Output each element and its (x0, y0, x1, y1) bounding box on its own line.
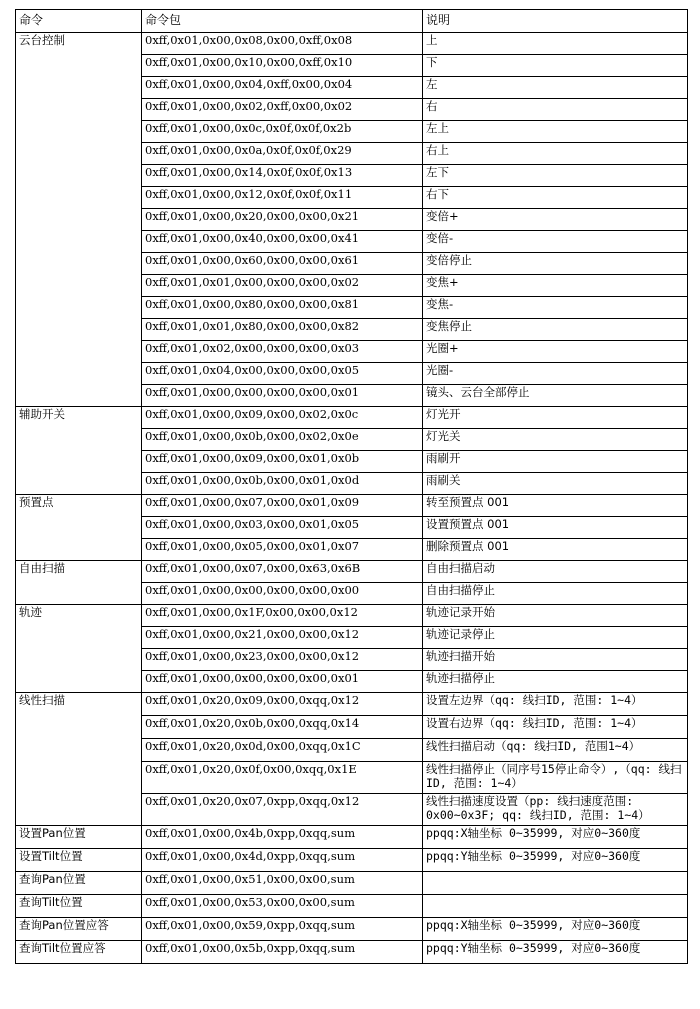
group-name: 预置点 (16, 495, 142, 561)
table-row (16, 495, 688, 517)
packet-cell: 0xff,0x01,0x20,0x0d,0x00,0xqq,0x1C (142, 739, 423, 762)
packet-cell: 0xff,0x01,0x00,0x4b,0xpp,0xqq,sum (142, 826, 423, 849)
packet-cell: 0xff,0x01,0x00,0x4d,0xpp,0xqq,sum (142, 849, 423, 872)
description-cell: 变倍停止 (423, 253, 688, 275)
description-cell: 上 (423, 33, 688, 55)
group-name: 轨迹 (16, 605, 142, 693)
table-row (16, 918, 688, 941)
description-cell: 设置左边界（qq: 线扫ID, 范围: 1~4） (423, 693, 688, 716)
command-name: 查询Pan位置应答 (16, 918, 142, 941)
packet-cell: 0xff,0x01,0x20,0x09,0x00,0xqq,0x12 (142, 693, 423, 716)
description-cell: 自由扫描启动 (423, 561, 688, 583)
packet-cell: 0xff,0x01,0x02,0x00,0x00,0x00,0x03 (142, 341, 423, 363)
packet-cell: 0xff,0x01,0x00,0x12,0x0f,0x0f,0x11 (142, 187, 423, 209)
packet-cell: 0xff,0x01,0x01,0x00,0x00,0x00,0x02 (142, 275, 423, 297)
table-row (16, 895, 688, 918)
packet-cell: 0xff,0x01,0x00,0x0b,0x00,0x02,0x0e (142, 429, 423, 451)
packet-cell: 0xff,0x01,0x00,0x0b,0x00,0x01,0x0d (142, 473, 423, 495)
description-cell: 左下 (423, 165, 688, 187)
description-cell: ppqq:X轴坐标 0~35999, 对应0~360度 (423, 918, 688, 941)
description-cell: 轨迹扫描开始 (423, 649, 688, 671)
table-row (16, 605, 688, 627)
table-row (16, 407, 688, 429)
table-row (16, 849, 688, 872)
packet-cell: 0xff,0x01,0x00,0x0c,0x0f,0x0f,0x2b (142, 121, 423, 143)
packet-cell: 0xff,0x01,0x00,0x53,0x00,0x00,sum (142, 895, 423, 918)
packet-cell: 0xff,0x01,0x00,0x09,0x00,0x02,0x0c (142, 407, 423, 429)
description-cell: 设置预置点 001 (423, 517, 688, 539)
packet-cell: 0xff,0x01,0x00,0x14,0x0f,0x0f,0x13 (142, 165, 423, 187)
description-cell: 下 (423, 55, 688, 77)
description-cell: ppqq:Y轴坐标 0~35999, 对应0~360度 (423, 941, 688, 964)
description-cell: 左上 (423, 121, 688, 143)
description-cell: 右 (423, 99, 688, 121)
packet-cell: 0xff,0x01,0x00,0x09,0x00,0x01,0x0b (142, 451, 423, 473)
description-cell: 线性扫描速度设置（pp: 线扫速度范围: 0x00~0x3F; qq: 线扫ID, 范围: 1~4） (423, 794, 688, 826)
packet-cell: 0xff,0x01,0x00,0x20,0x00,0x00,0x21 (142, 209, 423, 231)
packet-cell: 0xff,0x01,0x00,0x60,0x00,0x00,0x61 (142, 253, 423, 275)
description-cell: 自由扫描停止 (423, 583, 688, 605)
description-cell: 删除预置点 001 (423, 539, 688, 561)
header-packet: 命令包 (142, 10, 423, 33)
command-table (15, 9, 688, 964)
description-cell: 轨迹记录停止 (423, 627, 688, 649)
description-cell: ppqq:Y轴坐标 0~35999, 对应0~360度 (423, 849, 688, 872)
packet-cell: 0xff,0x01,0x00,0x00,0x00,0x00,0x00 (142, 583, 423, 605)
table-row (16, 561, 688, 583)
description-cell: 灯光关 (423, 429, 688, 451)
command-name: 查询Tilt位置应答 (16, 941, 142, 964)
packet-cell: 0xff,0x01,0x00,0x21,0x00,0x00,0x12 (142, 627, 423, 649)
description-cell: 灯光开 (423, 407, 688, 429)
header-description: 说明 (423, 10, 688, 33)
group-name: 自由扫描 (16, 561, 142, 605)
description-cell: 变倍- (423, 231, 688, 253)
description-cell: 轨迹记录开始 (423, 605, 688, 627)
command-name: 查询Tilt位置 (16, 895, 142, 918)
packet-cell: 0xff,0x01,0x04,0x00,0x00,0x00,0x05 (142, 363, 423, 385)
description-cell: 线性扫描停止（同序号15停止命令）,（qq: 线扫ID, 范围: 1~4） (423, 762, 688, 794)
packet-cell: 0xff,0x01,0x00,0x00,0x00,0x00,0x01 (142, 385, 423, 407)
packet-cell: 0xff,0x01,0x00,0x0a,0x0f,0x0f,0x29 (142, 143, 423, 165)
description-cell: 光圈- (423, 363, 688, 385)
packet-cell: 0xff,0x01,0x00,0x05,0x00,0x01,0x07 (142, 539, 423, 561)
table-row (16, 826, 688, 849)
packet-cell: 0xff,0x01,0x20,0x07,0xpp,0xqq,0x12 (142, 794, 423, 826)
group-name: 线性扫描 (16, 693, 142, 826)
description-cell: 右上 (423, 143, 688, 165)
packet-cell: 0xff,0x01,0x00,0x04,0xff,0x00,0x04 (142, 77, 423, 99)
packet-cell: 0xff,0x01,0x00,0x03,0x00,0x01,0x05 (142, 517, 423, 539)
packet-cell: 0xff,0x01,0x01,0x80,0x00,0x00,0x82 (142, 319, 423, 341)
description-cell: 线性扫描启动（qq: 线扫ID, 范围1~4） (423, 739, 688, 762)
description-cell: 雨刷关 (423, 473, 688, 495)
description-cell: 变焦+ (423, 275, 688, 297)
table-row (16, 872, 688, 895)
description-cell: 轨迹扫描停止 (423, 671, 688, 693)
packet-cell: 0xff,0x01,0x00,0x5b,0xpp,0xqq,sum (142, 941, 423, 964)
description-cell: 设置右边界（qq: 线扫ID, 范围: 1~4） (423, 716, 688, 739)
table-body (16, 33, 688, 964)
packet-cell: 0xff,0x01,0x00,0x1F,0x00,0x00,0x12 (142, 605, 423, 627)
packet-cell: 0xff,0x01,0x00,0x40,0x00,0x00,0x41 (142, 231, 423, 253)
packet-cell: 0xff,0x01,0x20,0x0f,0x00,0xqq,0x1E (142, 762, 423, 794)
description-cell: ppqq:X轴坐标 0~35999, 对应0~360度 (423, 826, 688, 849)
table-row (16, 693, 688, 716)
description-cell: 变焦停止 (423, 319, 688, 341)
packet-cell: 0xff,0x01,0x00,0x07,0x00,0x63,0x6B (142, 561, 423, 583)
group-name: 云台控制 (16, 33, 142, 407)
header-command: 命令 (16, 10, 142, 33)
command-name: 设置Tilt位置 (16, 849, 142, 872)
packet-cell: 0xff,0x01,0x00,0x51,0x00,0x00,sum (142, 872, 423, 895)
packet-cell: 0xff,0x01,0x00,0x59,0xpp,0xqq,sum (142, 918, 423, 941)
packet-cell: 0xff,0x01,0x00,0x00,0x00,0x00,0x01 (142, 671, 423, 693)
packet-cell: 0xff,0x01,0x00,0x23,0x00,0x00,0x12 (142, 649, 423, 671)
packet-cell: 0xff,0x01,0x20,0x0b,0x00,0xqq,0x14 (142, 716, 423, 739)
description-cell: 转至预置点 001 (423, 495, 688, 517)
description-cell: 右下 (423, 187, 688, 209)
description-cell: 变倍+ (423, 209, 688, 231)
description-cell: 镜头、云台全部停止 (423, 385, 688, 407)
packet-cell: 0xff,0x01,0x00,0x07,0x00,0x01,0x09 (142, 495, 423, 517)
packet-cell: 0xff,0x01,0x00,0x10,0x00,0xff,0x10 (142, 55, 423, 77)
command-name: 查询Pan位置 (16, 872, 142, 895)
table-row (16, 941, 688, 964)
group-name: 辅助开关 (16, 407, 142, 495)
description-cell (423, 872, 688, 895)
description-cell: 左 (423, 77, 688, 99)
packet-cell: 0xff,0x01,0x00,0x80,0x00,0x00,0x81 (142, 297, 423, 319)
packet-cell: 0xff,0x01,0x00,0x02,0xff,0x00,0x02 (142, 99, 423, 121)
packet-cell: 0xff,0x01,0x00,0x08,0x00,0xff,0x08 (142, 33, 423, 55)
table-row (16, 33, 688, 55)
description-cell: 变焦- (423, 297, 688, 319)
description-cell (423, 895, 688, 918)
description-cell: 光圈+ (423, 341, 688, 363)
description-cell: 雨刷开 (423, 451, 688, 473)
header-row (16, 10, 688, 33)
command-name: 设置Pan位置 (16, 826, 142, 849)
